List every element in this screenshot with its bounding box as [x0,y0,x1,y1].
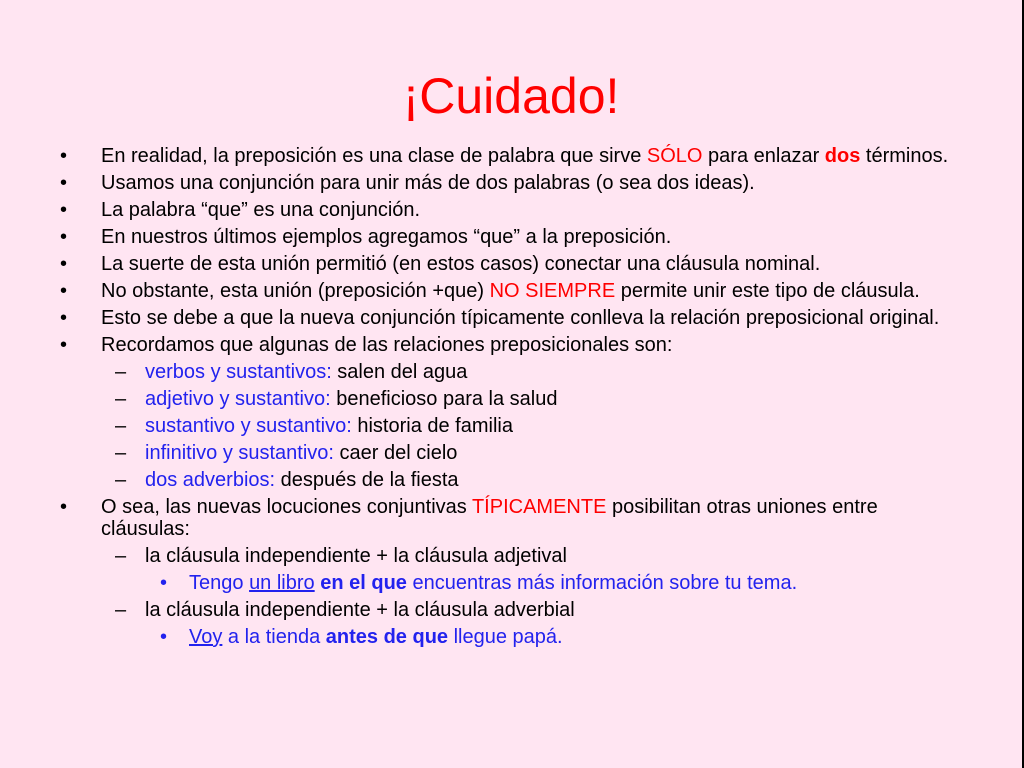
text-run: Esto se debe a que la nueva conjunción típicamente conlleva la relación preposicional original. [101,307,940,329]
bullet-icon: • [60,253,68,275]
dash-icon: – [115,545,127,567]
underlined-verb: Voy [189,626,223,648]
text-run: Recordamos que algunas de las relaciones preposicionales son: [101,334,673,356]
text-run: En nuestros últimos ejemplos agregamos “que” a la preposición. [101,226,672,248]
relation-example: después de la fiesta [275,469,459,491]
bullet-icon: • [160,572,168,594]
emphasis-no-siempre: NO SIEMPRE [489,280,616,302]
bullet-item-no-siempre [58,280,958,302]
text-run: No obstante, esta unión (preposición +que) [101,280,490,302]
example-item-adverbial [58,626,958,648]
relation-label: verbos y sustantivos: [145,361,332,383]
sub-item-adverbial [58,599,958,621]
example-item-adjetival [58,572,958,594]
emphasis-solo: SÓLO [646,145,703,167]
underlined-antecedent: un libro [249,572,315,594]
bullet-icon: • [60,172,68,194]
text-run: la cláusula independiente + la cláusula adverbial [145,599,575,621]
dash-icon: – [115,469,127,491]
text-run: encuentras más información sobre tu tema. [406,572,798,594]
bullet-list [58,145,958,653]
bullet-icon: • [60,334,68,356]
sub-item-adjetival [58,545,958,567]
sub-item-relation [58,361,958,383]
bullet-item-recall [58,334,958,356]
relation-label: infinitivo y sustantivo: [145,442,334,464]
text-run: Usamos una conjunción para unir más de dos palabras (o sea dos ideas). [101,172,755,194]
sub-item-relation [58,388,958,410]
text-run: posibilitan otras uniones entre cláusulas: [101,496,878,540]
text-run: a la tienda [222,626,326,648]
relation-label: sustantivo y sustantivo: [145,415,352,437]
bullet-icon: • [60,307,68,329]
sub-item-relation [58,415,958,437]
relation-example: caer del cielo [333,442,458,464]
text-run: llegue papá. [448,626,563,648]
relation-example: beneficioso para la salud [330,388,558,410]
dash-icon: – [115,388,127,410]
dash-icon: – [115,361,127,383]
text-run: para enlazar [702,145,825,167]
dash-icon: – [115,415,127,437]
bullet-icon: • [60,226,68,248]
text-run: términos. [860,145,949,167]
relation-example: salen del agua [331,361,468,383]
text-run: la cláusula independiente + la cláusula adjetival [145,545,567,567]
relation-label: adjetivo y sustantivo: [145,388,331,410]
text-run: La palabra “que” es una conjunción. [101,199,421,221]
slide-title: ¡Cuidado! [402,68,620,124]
bullet-icon: • [60,280,68,302]
dash-icon: – [115,599,127,621]
bullet-item-preposition [58,145,958,167]
text-run: En realidad, la preposición es una clase de palabra que sirve [101,145,647,167]
text-run: permite unir este tipo de cláusula. [615,280,920,302]
bold-connector: en el que [320,572,407,594]
text-run: Tengo [189,572,250,594]
bullet-item-conjunction [58,172,958,194]
bullet-icon: • [60,199,68,221]
dash-icon: – [115,442,127,464]
bullet-icon: • [60,145,68,167]
bullet-icon: • [160,626,168,648]
sub-item-relation [58,469,958,491]
text-run: La suerte de esta unión permitió (en estos casos) conectar una cláusula nominal. [101,253,821,275]
bold-connector: antes de que [325,626,449,648]
bullet-item-examples [58,226,958,248]
bullet-item-locuciones [58,496,958,540]
sub-item-relation [58,442,958,464]
text-run: O sea, las nuevas locuciones conjuntivas [101,496,472,518]
emphasis-tipicamente: TÍPICAMENTE [471,496,607,518]
emphasis-dos: dos [824,145,861,167]
bullet-item-relation [58,307,958,329]
bullet-item-nominal [58,253,958,275]
bullet-icon: • [60,496,68,518]
relation-label: dos adverbios: [145,469,276,491]
relation-example: historia de familia [351,415,513,437]
bullet-item-que [58,199,958,221]
